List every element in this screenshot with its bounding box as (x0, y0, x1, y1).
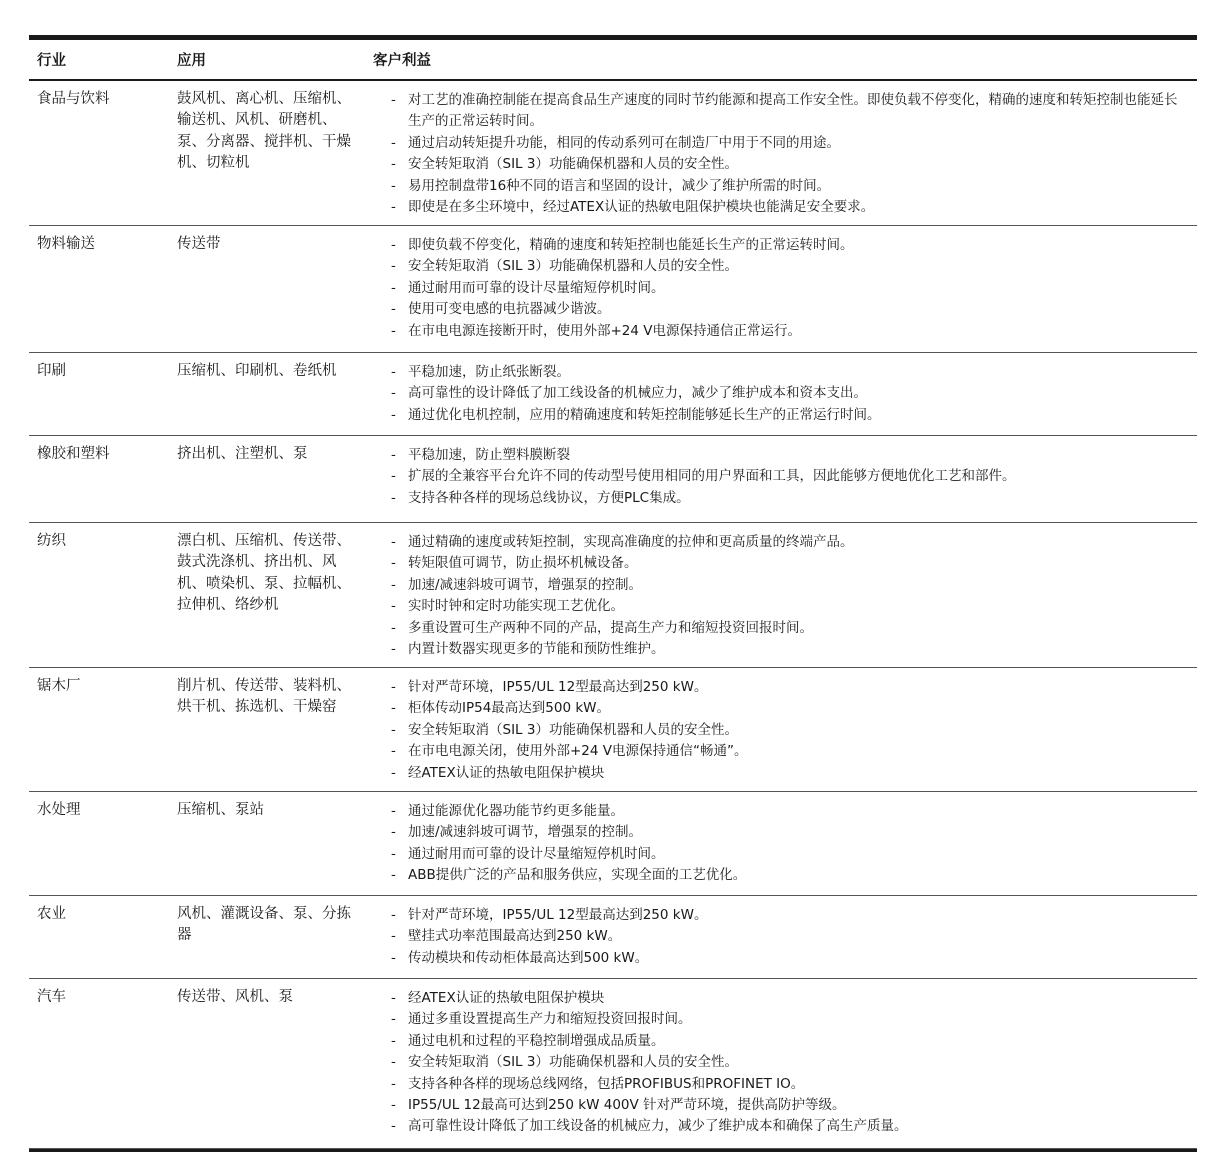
table-row (29, 353, 1197, 436)
header-benefits: 客户利益 (373, 53, 431, 69)
list-item: - 支持各种各样的现场总线网络，包括PROFIBUS和PROFINET IO。 (391, 1074, 1189, 1095)
list-item: - 在市电电源关闭，使用外部+24 V电源保持通信“畅通”。 (391, 741, 1189, 762)
list-item: - 平稳加速，防止纸张断裂。 (391, 362, 1189, 383)
application-cell: 漂白机、压缩机、传送带、鼓式洗涤机、挤出机、风机、喷染机、泵、拉幅机、拉伸机、络纱机 (177, 533, 351, 614)
list-item: - 通过能源优化器功能节约更多能量。 (391, 801, 1189, 822)
benefits-cell (369, 896, 1197, 978)
list-item: - 使用可变电感的电抗器减少谐波。 (391, 299, 1189, 320)
list-item: - 对工艺的准确控制能在提高食品生产速度的同时节约能源和提高工作安全性。即使负载不停变化，精确的速度和转矩控制也能延长生产的正常运转时间。 (391, 90, 1189, 133)
table-row (29, 792, 1197, 896)
header-application: 应用 (177, 53, 206, 69)
application-cell: 压缩机、泵站 (177, 802, 264, 818)
list-item: - 即使负载不停变化，精确的速度和转矩控制也能延长生产的正常运转时间。 (391, 235, 1189, 256)
benefits-cell (369, 226, 1197, 352)
list-item: - 安全转矩取消（SIL 3）功能确保机器和人员的安全性。 (391, 256, 1189, 277)
industry-cell: 纺织 (37, 533, 66, 549)
table-row (29, 523, 1197, 668)
list-item: - 安全转矩取消（SIL 3）功能确保机器和人员的安全性。 (391, 154, 1189, 175)
list-item: - 转矩限值可调节，防止损坏机械设备。 (391, 553, 1189, 574)
list-item: - 通过优化电机控制，应用的精确速度和转矩控制能够延长生产的正常运行时间。 (391, 405, 1189, 426)
list-item: - 通过精确的速度或转矩控制，实现高准确度的拉伸和更高质量的终端产品。 (391, 532, 1189, 553)
industry-cell: 水处理 (37, 802, 81, 818)
list-item: - 安全转矩取消（SIL 3）功能确保机器和人员的安全性。 (391, 1052, 1189, 1073)
application-cell: 压缩机、印刷机、卷纸机 (177, 363, 337, 379)
application-cell: 传送带、风机、泵 (177, 989, 293, 1005)
list-item: - 在市电电源连接断开时，使用外部+24 V电源保持通信正常运行。 (391, 321, 1189, 342)
application-cell: 鼓风机、离心机、压缩机、输送机、风机、研磨机、泵、分离器、搅拌机、干燥机、切粒机 (177, 91, 351, 172)
table-row (29, 226, 1197, 353)
list-item: - 柜体传动IP54最高达到500 kW。 (391, 698, 1189, 719)
table-row (29, 668, 1197, 792)
list-item: - 易用控制盘带16种不同的语言和坚固的设计，减少了维护所需的时间。 (391, 176, 1189, 197)
bottom-rule (29, 1149, 1197, 1152)
benefits-cell (369, 668, 1197, 791)
list-item: - 通过电机和过程的平稳控制增强成品质量。 (391, 1031, 1189, 1052)
benefits-list (373, 532, 1197, 660)
benefits-cell (369, 353, 1197, 435)
benefits-list (373, 905, 1197, 969)
industry-cell: 锯木厂 (37, 678, 81, 694)
list-item: - 加速/减速斜坡可调节，增强泵的控制。 (391, 575, 1189, 596)
list-item: - 内置计数器实现更多的节能和预防性维护。 (391, 639, 1189, 660)
table-row (29, 896, 1197, 979)
industry-cell: 农业 (37, 906, 66, 922)
table-header (29, 40, 1197, 81)
list-item: - 加速/减速斜坡可调节，增强泵的控制。 (391, 822, 1189, 843)
list-item: - 经ATEX认证的热敏电阻保护模块 (391, 988, 1189, 1009)
industry-cell: 物料输送 (37, 236, 95, 252)
list-item: - ABB提供广泛的产品和服务供应，实现全面的工艺优化。 (391, 865, 1189, 886)
table-row (29, 979, 1197, 1149)
benefits-cell (369, 792, 1197, 895)
list-item: - 传动模块和传动柜体最高达到500 kW。 (391, 948, 1189, 969)
list-item: - 经ATEX认证的热敏电阻保护模块 (391, 763, 1189, 784)
list-item: - 针对严苛环境，IP55/UL 12型最高达到250 kW。 (391, 677, 1189, 698)
list-item: - 平稳加速，防止塑料膜断裂 (391, 445, 1189, 466)
list-item: - 通过启动转矩提升功能，相同的传动系列可在制造厂中用于不同的用途。 (391, 133, 1189, 154)
table-row (29, 436, 1197, 523)
list-item: - 高可靠性的设计降低了加工线设备的机械应力，减少了维护成本和资本支出。 (391, 383, 1189, 404)
list-item: - 安全转矩取消（SIL 3）功能确保机器和人员的安全性。 (391, 720, 1189, 741)
industry-cell: 食品与饮料 (37, 91, 110, 107)
benefits-list (373, 801, 1197, 887)
list-item: - 通过多重设置提高生产力和缩短投资回报时间。 (391, 1009, 1189, 1030)
list-item: - 扩展的全兼容平台允许不同的传动型号使用相同的用户界面和工具，因此能够方便地优化工艺和部件。 (391, 466, 1189, 487)
benefits-cell (369, 523, 1197, 667)
industry-cell: 橡胶和塑料 (37, 446, 110, 462)
list-item: - 即使是在多尘环境中，经过ATEX认证的热敏电阻保护模块也能满足安全要求。 (391, 197, 1189, 218)
benefits-list (373, 988, 1197, 1138)
industry-cell: 汽车 (37, 989, 66, 1005)
table-row (29, 81, 1197, 226)
application-cell: 风机、灌溉设备、泵、分拣器 (177, 906, 351, 944)
application-cell: 传送带 (177, 236, 221, 252)
benefits-list (373, 445, 1197, 509)
table-body (29, 81, 1197, 1149)
list-item: - 高可靠性设计降低了加工线设备的机械应力，减少了维护成本和确保了高生产质量。 (391, 1116, 1189, 1137)
list-item: - 通过耐用而可靠的设计尽量缩短停机时间。 (391, 278, 1189, 299)
list-item: - 通过耐用而可靠的设计尽量缩短停机时间。 (391, 844, 1189, 865)
benefits-cell (369, 81, 1197, 225)
benefits-cell (369, 979, 1197, 1148)
benefits-cell (369, 436, 1197, 522)
list-item: - 支持各种各样的现场总线协议，方便PLC集成。 (391, 488, 1189, 509)
industry-cell: 印刷 (37, 363, 66, 379)
application-cell: 削片机、传送带、装料机、烘干机、拣选机、干燥窑 (177, 678, 351, 716)
benefits-list (373, 235, 1197, 342)
list-item: - IP55/UL 12最高可达到250 kW 400V 针对严苛环境，提供高防护等级。 (391, 1095, 1189, 1116)
list-item: - 多重设置可生产两种不同的产品，提高生产力和缩短投资回报时间。 (391, 618, 1189, 639)
list-item: - 针对严苛环境，IP55/UL 12型最高达到250 kW。 (391, 905, 1189, 926)
benefits-list (373, 677, 1197, 784)
industry-benefits-table (29, 35, 1197, 1152)
application-cell: 挤出机、注塑机、泵 (177, 446, 308, 462)
benefits-list (373, 90, 1197, 218)
benefits-list (373, 362, 1197, 426)
header-industry: 行业 (37, 53, 66, 69)
list-item: - 实时时钟和定时功能实现工艺优化。 (391, 596, 1189, 617)
list-item: - 壁挂式功率范围最高达到250 kW。 (391, 926, 1189, 947)
